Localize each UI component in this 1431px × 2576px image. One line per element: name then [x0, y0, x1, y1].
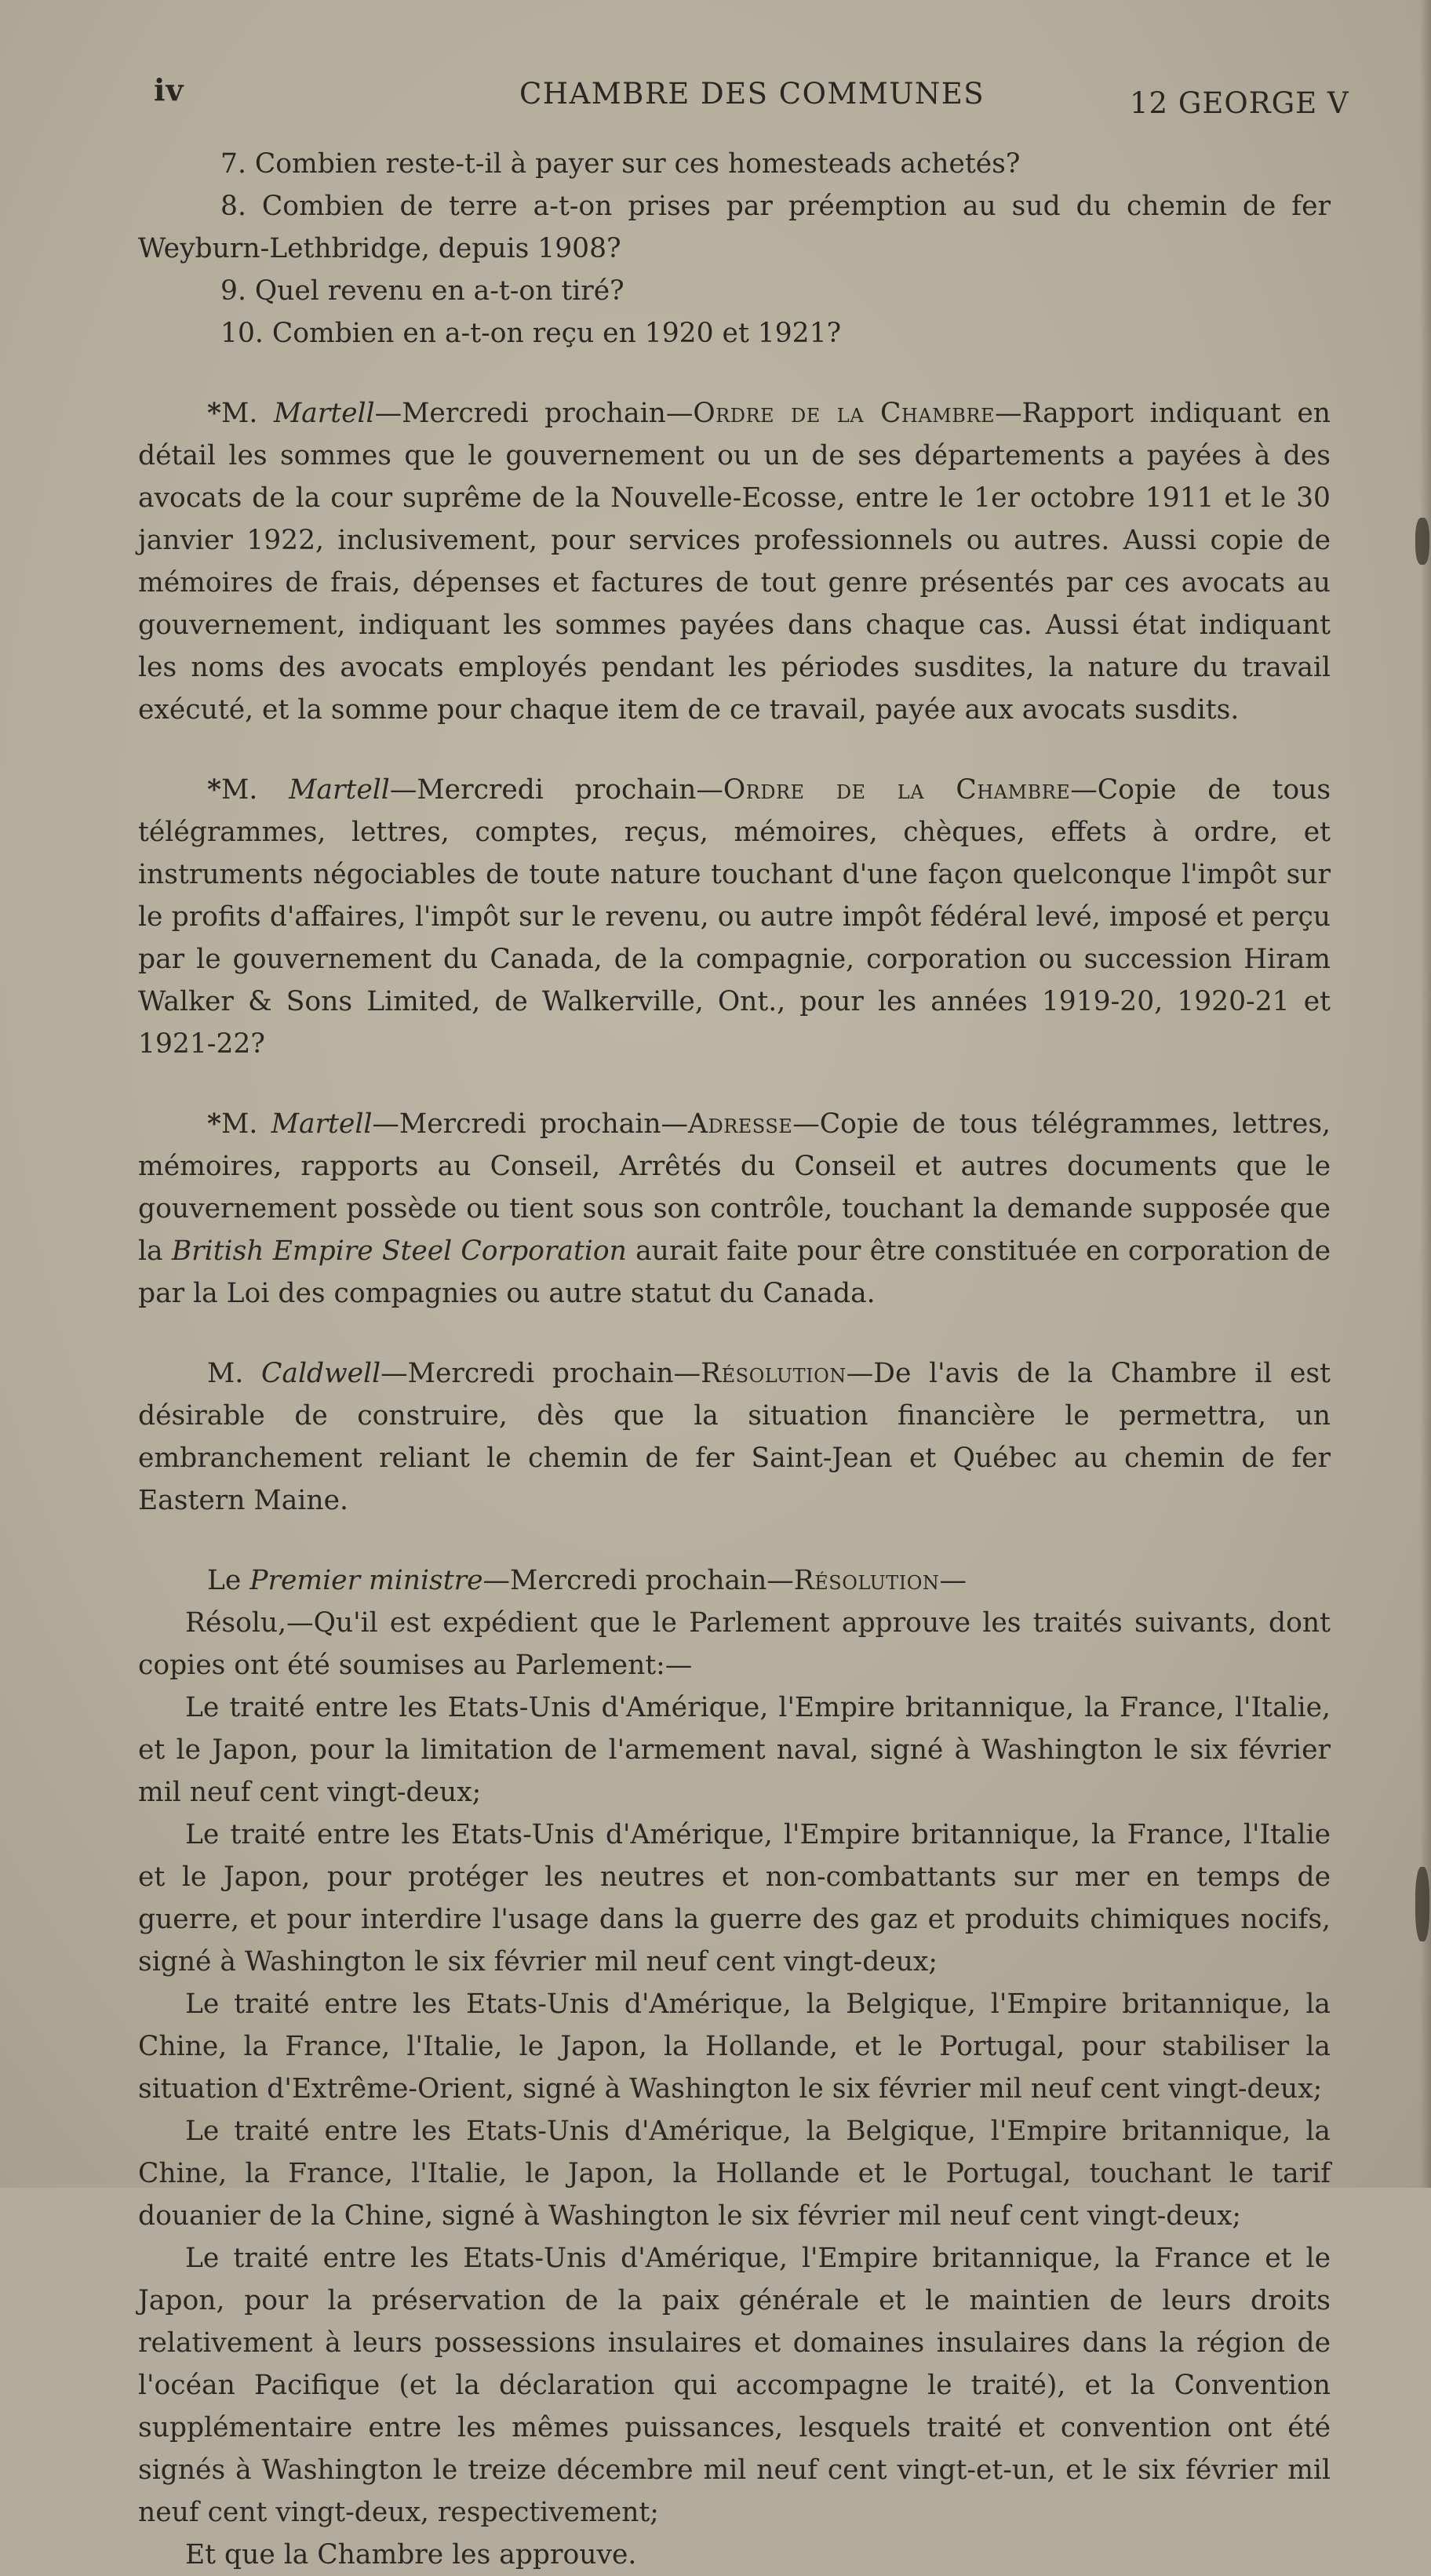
treaty-item: Le traité entre les Etats-Unis d'Amérique, la Belgique, l'Empire britannique, la Chine, la France, l'Italie, le Japon, la Hollande et le Portugal, touchant le tarif douanier de la Chine, signé à Washington le six février mil neuf cent vingt-deux;	[138, 2116, 1331, 2232]
motion-when: —Mercredi prochain—	[374, 398, 694, 429]
motion-caldwell	[138, 1352, 1331, 1522]
mover-prefix: M.	[221, 398, 258, 429]
regnal-year: 12 GEORGE V	[1130, 86, 1349, 120]
resolution-text: Résolu,—Qu'il est expédient que le Parlement approuve les traités suivants, dont copies ont été soumises au Parlement:—	[138, 1607, 1331, 1681]
page-edge-shadow	[1420, 0, 1431, 2188]
motion-when: —Mercredi prochain—	[381, 1358, 701, 1389]
question-list	[138, 143, 1331, 355]
motion-when: —Mercredi prochain—	[372, 1108, 689, 1140]
mover-name: Martell	[271, 1108, 373, 1140]
closing-line: Et que la Chambre les approuve.	[185, 2539, 637, 2571]
question-item: 8. Combien de terre a-t-on prises par préemption au sud du chemin de fer Weyburn-Lethbridge, depuis 1908?	[138, 191, 1331, 264]
mover-name: Premier ministre	[249, 1565, 483, 1596]
motion-text: aurait faite pour être constituée en corporation de par la Loi des compagnies ou autre statut du Canada.	[138, 1235, 1331, 1309]
mover-name: Martell	[289, 774, 390, 806]
motion-kind: Adresse	[688, 1108, 793, 1140]
motion-text: —Rapport indiquant en détail les sommes que le gouvernement ou un de ses départements a payées à des avocats de la cour suprême de la Nouvelle-Ecosse, entre le 1er octobre 1911 et le 30 janvier 1922, inclusivement, pour services professionnels ou autres. Aussi copie de mémoires de frais, dépenses et factures de tout genre présentés par ces avocats au gouvernement, indiquant les sommes payées dans chaque cas. Aussi état indiquant les noms des avocats employés pendant les périodes susdites, la nature du travail exécuté, et la somme pour chaque item de ce travail, payée aux avocats susdits.	[138, 398, 1331, 726]
mover-prefix: M.	[221, 1108, 258, 1140]
question-item: 9. Quel revenu en a-t-on tiré?	[220, 275, 624, 307]
treaty-item: Le traité entre les Etats-Unis d'Amérique, l'Empire britannique, la France et le Japon, pour la préservation de la paix générale et le maintien de leurs droits relativement à leurs possessions insulaires et domaines insulaires dans la région de l'océan Pacifique (et la déclaration qui accompagne le traité), et la Convention supplémentaire entre les mêmes puissances, lesquels traité et convention ont été signés à Washington le treize décembre mil neuf cent vingt-et-un, et le six février mil neuf cent vingt-deux, respectivement;	[138, 2243, 1331, 2528]
mover-prefix: Le	[207, 1565, 242, 1596]
motion-martell-2	[138, 769, 1331, 1065]
question-item: 7. Combien reste-t-il à payer sur ces homesteads achetés?	[220, 148, 1021, 180]
motion-kind: Résolution	[793, 1565, 940, 1596]
motion-martell-1	[138, 392, 1331, 731]
company-name: British Empire Steel Corporation	[171, 1235, 627, 1267]
motion-premier-ministre	[138, 1559, 1331, 1602]
motion-kind: Ordre de la Chambre	[693, 398, 995, 429]
motion-text: —De l'avis de la Chambre il est désirable de construire, dès que la situation financière le permettra, un embranchement reliant le chemin de fer Saint-Jean et Québec au chemin de fer Eastern Maine.	[138, 1358, 1331, 1516]
motion-when: —Mercredi prochain—	[482, 1565, 794, 1596]
page-header	[0, 72, 1431, 119]
mover-prefix: M.	[207, 1358, 244, 1389]
mover-name: Caldwell	[261, 1358, 381, 1389]
page-number: iv	[154, 72, 184, 107]
motion-kind: Résolution	[701, 1358, 847, 1389]
ink-blot	[1415, 1867, 1429, 1941]
motion-kind: Ordre de la Chambre	[723, 774, 1071, 806]
motion-dash: —	[939, 1565, 967, 1596]
ink-blot	[1415, 518, 1429, 565]
treaty-item: Le traité entre les Etats-Unis d'Amérique, la Belgique, l'Empire britannique, la Chine, la France, l'Italie, le Japon, la Hollande, et le Portugal, pour stabiliser la situation d'Extrême-Orient, signé à Washington le six février mil neuf cent vingt-deux;	[138, 1988, 1331, 2105]
question-item: 10. Combien en a-t-on reçu en 1920 et 1921?	[220, 318, 842, 349]
star-marker: *	[207, 774, 222, 806]
motion-text: —Copie de tous télégrammes, lettres, comptes, reçus, mémoires, chèques, effets à ordre, et instruments négociables de toute nature touchant d'une façon quelconque l'impôt sur le profits d'affaires, l'impôt sur le revenu, ou autre impôt fédéral levé, imposé et perçu par le gouvernement du Canada, de la compagnie, corporation ou succession Hiram Walker & Sons Limited, de Walkerville, Ont., pour les années 1919-20, 1920-21 et 1921-22?	[138, 774, 1331, 1060]
treaty-item: Le traité entre les Etats-Unis d'Amérique, l'Empire britannique, la France, l'Italie, et le Japon, pour la limitation de l'armement naval, signé à Washington le six février mil neuf cent vingt-deux;	[138, 1692, 1331, 1808]
page-body	[138, 143, 1331, 2576]
treaty-item: Le traité entre les Etats-Unis d'Amérique, l'Empire britannique, la France, l'Italie et le Japon, pour protéger les neutres et non-combattants sur mer en temps de guerre, et pour interdire l'usage dans la guerre des gaz et produits chimiques nocifs, signé à Washington le six février mil neuf cent vingt-deux;	[138, 1819, 1331, 1977]
star-marker: *	[207, 1108, 222, 1140]
motion-martell-3	[138, 1103, 1331, 1315]
mover-prefix: M.	[221, 774, 258, 806]
running-title: CHAMBRE DES COMMUNES	[519, 77, 985, 111]
motion-text: —Copie de tous télégrammes, lettres, mémoires, rapports au Conseil, Arrêtés du Conseil et autres documents que le gouvernement possède ou tient sous son contrôle, touchant la demande supposée que la	[138, 1108, 1331, 1267]
mover-name: Martell	[273, 398, 375, 429]
star-marker: *	[207, 398, 222, 429]
motion-when: —Mercredi prochain—	[389, 774, 723, 806]
